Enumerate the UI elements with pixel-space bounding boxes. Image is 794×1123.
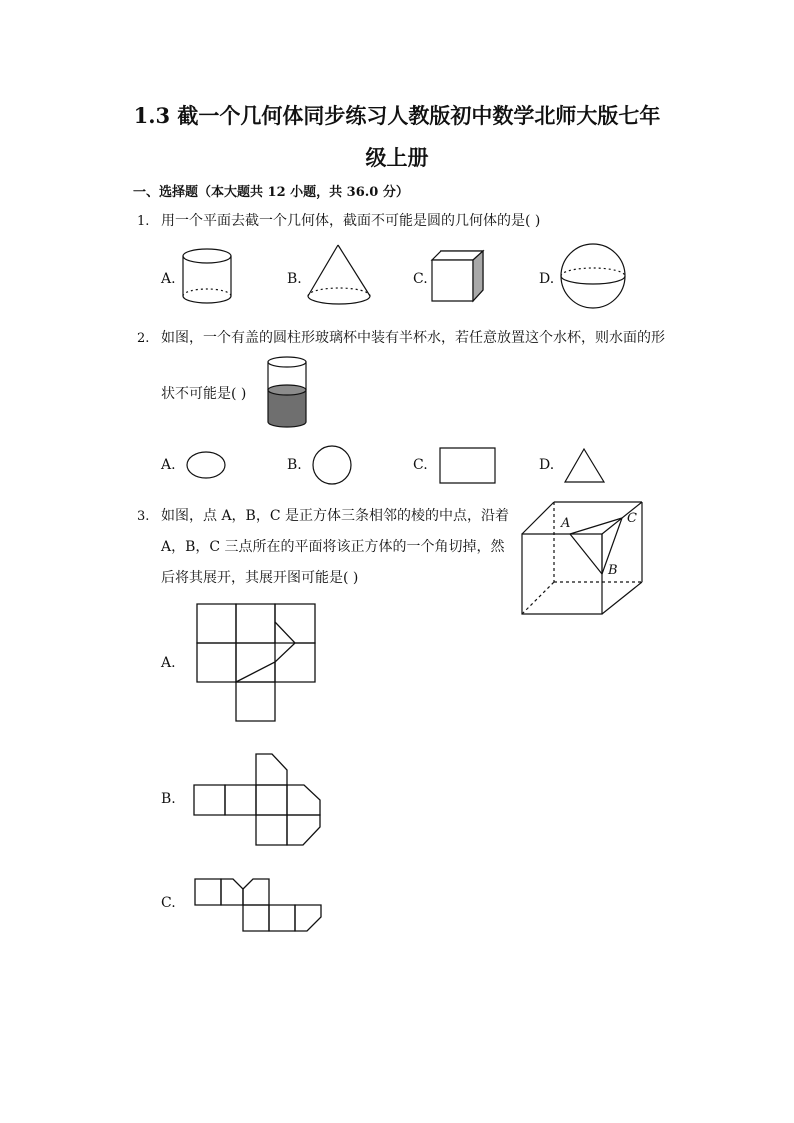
q1-option-c-label[interactable]: C. <box>413 271 428 287</box>
q1-option-d-label[interactable]: D. <box>539 271 555 287</box>
point-c-label: C <box>627 511 637 526</box>
question-3-text-line2: A，B，C 三点所在的平面将该正方体的一个角切掉，然 <box>161 539 505 555</box>
section-heading: 一、选择题（本大题共 12 小题，共 36.0 分） <box>133 185 409 200</box>
point-b-label: B <box>608 563 618 578</box>
question-2-number: 2. <box>137 331 150 346</box>
triangle-figure <box>563 447 607 485</box>
net-a-figure <box>195 602 319 724</box>
cone-figure <box>305 243 375 307</box>
cut-cube-figure <box>520 500 644 616</box>
q2-option-b-label[interactable]: B. <box>287 457 302 473</box>
q2-option-d-label[interactable]: D. <box>539 457 555 473</box>
question-1-text: 用一个平面去截一个几何体，截面不可能是圆的几何体的是( ) <box>161 213 541 229</box>
point-a-label: A <box>561 516 571 531</box>
question-3-text-line1: 如图，点 A，B，C 是正方体三条相邻的棱的中点，沿着 <box>161 508 510 524</box>
q2-option-a-label[interactable]: A. <box>161 457 176 473</box>
page-title-line2: 级上册 <box>365 145 429 170</box>
question-1-number: 1. <box>137 214 150 229</box>
question-3-text-line3: 后将其展开，其展开图可能是( ) <box>161 570 359 586</box>
sphere-figure <box>559 245 629 309</box>
net-b-figure <box>192 752 324 848</box>
question-2-text-line1: 如图，一个有盖的圆柱形玻璃杯中装有半杯水，若任意放置这个水杯，则水面的形 <box>161 330 665 346</box>
q1-option-b-label[interactable]: B. <box>287 271 302 287</box>
cylinder-figure <box>180 248 240 306</box>
question-3-number: 3. <box>137 509 150 524</box>
q3-option-c-label[interactable]: C. <box>161 895 176 911</box>
q3-option-a-label[interactable]: A. <box>161 655 176 671</box>
cube-figure <box>431 248 487 304</box>
net-c-figure <box>193 876 325 934</box>
question-2-text-line2: 状不可能是( ) <box>161 386 247 402</box>
ellipse-figure <box>186 451 228 481</box>
water-cup-figure <box>266 356 310 430</box>
circle-figure <box>311 445 355 487</box>
rectangle-figure <box>439 447 497 485</box>
q1-option-a-label[interactable]: A. <box>161 271 176 287</box>
page-title-line1: 1.3 截一个几何体同步练习人教版初中数学北师大版七年 <box>133 103 661 128</box>
q2-option-c-label[interactable]: C. <box>413 457 428 473</box>
q3-option-b-label[interactable]: B. <box>161 791 176 807</box>
